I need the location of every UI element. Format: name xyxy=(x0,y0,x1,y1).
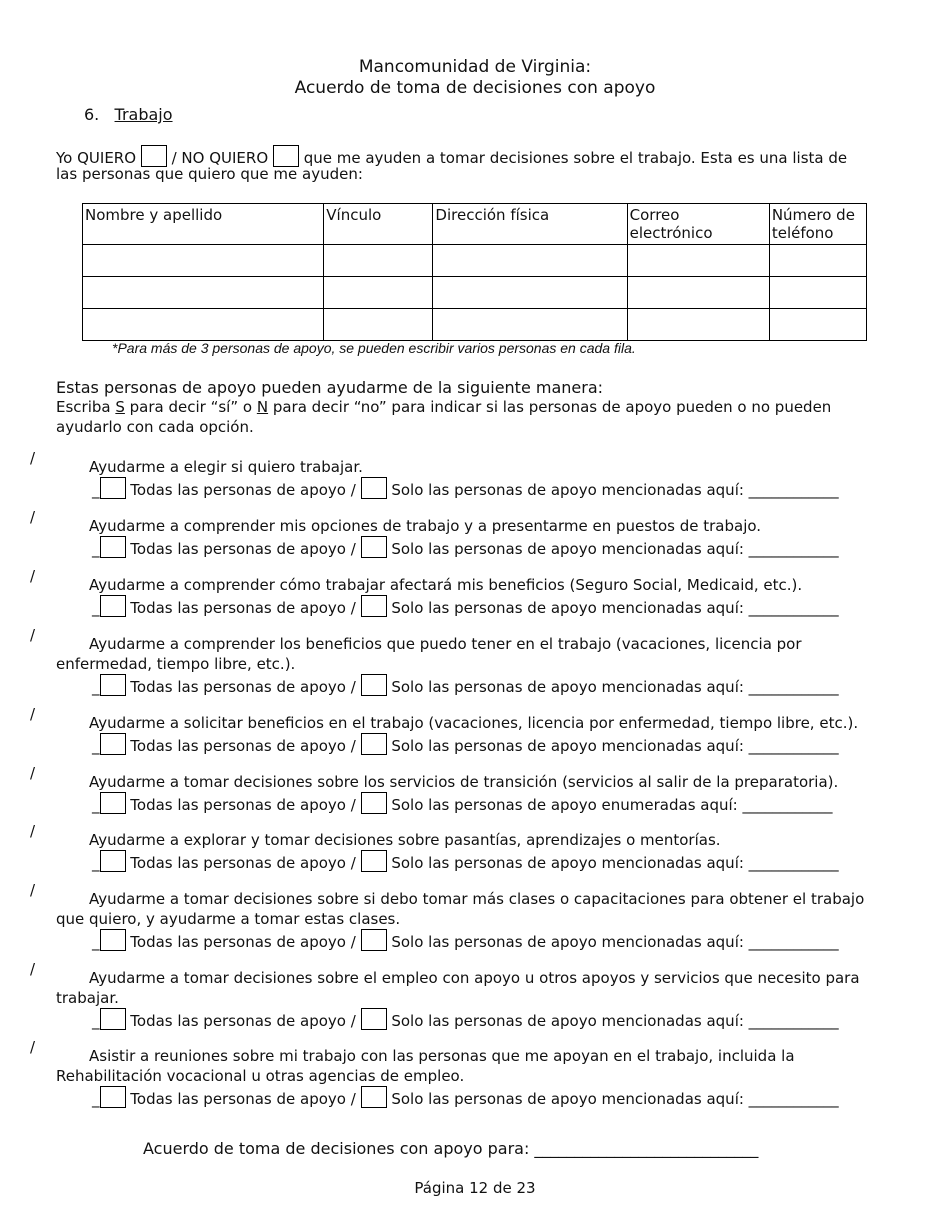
want-label: Yo QUIERO xyxy=(56,149,137,167)
section-heading xyxy=(84,105,173,124)
table-note xyxy=(112,340,636,356)
not-want-label: / NO QUIERO xyxy=(171,149,269,167)
all-supporters-checkbox[interactable] xyxy=(100,477,126,499)
all-supporters-checkbox[interactable] xyxy=(100,1086,126,1108)
intro-text-line2: las personas que quiero que me ayuden: xyxy=(56,165,363,183)
slash-mark: / xyxy=(30,960,36,978)
supporters-table xyxy=(82,203,867,341)
table-cell[interactable] xyxy=(83,277,324,309)
table-cell[interactable] xyxy=(769,309,866,341)
all-supporters-label: Todas las personas de apoyo / xyxy=(130,1012,356,1030)
all-supporters-checkbox[interactable] xyxy=(100,792,126,814)
all-supporters-checkbox[interactable] xyxy=(100,1008,126,1030)
col-header-address: Dirección física xyxy=(433,204,627,245)
all-supporters-checkbox[interactable] xyxy=(100,536,126,558)
table-cell[interactable] xyxy=(627,245,769,277)
only-listed-label: Solo las personas de apoyo mencionadas aquí: ____________ xyxy=(391,1090,839,1108)
only-listed-checkbox[interactable] xyxy=(361,674,387,696)
only-listed-checkbox[interactable] xyxy=(361,1008,387,1030)
help-item-text: Ayudarme a comprender los beneficios que puedo tener en el trabajo (vacaciones, licencia por enfermedad, tiempo libre, etc.). xyxy=(56,635,802,673)
help-item-text: Ayudarme a tomar decisiones sobre los servicios de transición (servicios al salir de la preparatoria). xyxy=(89,773,839,791)
how-heading: Estas personas de apoyo pueden ayudarme de la siguiente manera: xyxy=(56,378,604,397)
slash-mark: / xyxy=(30,1038,36,1056)
instr-post: para decir “no” para indicar si las personas de apoyo pueden o no pueden xyxy=(268,398,832,416)
all-supporters-checkbox[interactable] xyxy=(100,929,126,951)
slash-mark: / xyxy=(30,508,36,526)
help-item-options: _ Todas las personas de apoyo / Solo las personas de apoyo mencionadas aquí: ____________ xyxy=(92,536,839,558)
table-header-row xyxy=(83,204,867,245)
table-cell[interactable] xyxy=(433,309,627,341)
only-listed-label: Solo las personas de apoyo mencionadas aquí: ____________ xyxy=(391,854,839,872)
slash-mark: / xyxy=(30,764,36,782)
help-item-options: _ Todas las personas de apoyo / Solo las personas de apoyo mencionadas aquí: ____________ xyxy=(92,595,839,617)
only-listed-label: Solo las personas de apoyo enumeradas aquí: ____________ xyxy=(391,796,833,814)
table-row xyxy=(83,309,867,341)
page-number: Página 12 de 23 xyxy=(414,1179,536,1197)
help-item-options: _ Todas las personas de apoyo / Solo las personas de apoyo mencionadas aquí: ____________ xyxy=(92,929,839,951)
footer-agreement-line: Acuerdo de toma de decisiones con apoyo para: ____________________________ xyxy=(143,1139,759,1158)
col-header-relationship: Vínculo xyxy=(324,204,433,245)
want-line xyxy=(56,145,847,167)
help-item-text: Ayudarme a comprender mis opciones de trabajo y a presentarme en puestos de trabajo. xyxy=(89,517,762,535)
table-row xyxy=(83,245,867,277)
help-item-options: _ Todas las personas de apoyo / Solo las personas de apoyo mencionadas aquí: ____________ xyxy=(92,733,839,755)
note-text: Para más de 3 personas de apoyo, se pueden escribir varios personas en cada fila. xyxy=(117,340,636,356)
help-item-text: Ayudarme a tomar decisiones sobre si debo tomar más clases o capacitaciones para obtener el trabajo que quiero, y ayudarme a tomar estas clases. xyxy=(56,890,865,928)
all-supporters-label: Todas las personas de apoyo / xyxy=(130,796,356,814)
table-cell[interactable] xyxy=(627,277,769,309)
only-listed-checkbox[interactable] xyxy=(361,733,387,755)
all-supporters-checkbox[interactable] xyxy=(100,595,126,617)
all-supporters-checkbox[interactable] xyxy=(100,850,126,872)
help-item-text: Ayudarme a solicitar beneficios en el trabajo (vacaciones, licencia por enfermedad, tiempo libre, etc.). xyxy=(89,714,859,732)
table-cell[interactable] xyxy=(83,245,324,277)
table-cell[interactable] xyxy=(324,277,433,309)
only-listed-checkbox[interactable] xyxy=(361,850,387,872)
help-item-text: Ayudarme a comprender cómo trabajar afectará mis beneficios (Seguro Social, Medicaid, etc.). xyxy=(89,576,803,594)
header-title: Mancomunidad de Virginia: xyxy=(358,57,592,77)
instr-s: S xyxy=(115,398,125,416)
only-listed-checkbox[interactable] xyxy=(361,595,387,617)
only-listed-checkbox[interactable] xyxy=(361,536,387,558)
help-item-options: _ Todas las personas de apoyo / Solo las personas de apoyo enumeradas aquí: ____________ xyxy=(92,792,832,814)
slash-mark: / xyxy=(30,881,36,899)
all-supporters-label: Todas las personas de apoyo / xyxy=(130,678,356,696)
not-want-checkbox[interactable] xyxy=(273,145,299,167)
slash-mark: / xyxy=(30,626,36,644)
only-listed-checkbox[interactable] xyxy=(361,929,387,951)
help-item-text: Ayudarme a tomar decisiones sobre el empleo con apoyo u otros apoyos y servicios que necesito para trabajar. xyxy=(56,969,860,1007)
slash-mark: / xyxy=(30,822,36,840)
help-item-text: Asistir a reuniones sobre mi trabajo con las personas que me apoyan en el trabajo, incluida la Rehabilitación vocacional u otras agencias de empleo. xyxy=(56,1047,795,1085)
table-cell[interactable] xyxy=(433,245,627,277)
all-supporters-checkbox[interactable] xyxy=(100,733,126,755)
table-cell[interactable] xyxy=(627,309,769,341)
col-header-email: Correo electrónico xyxy=(627,204,769,245)
how-instructions xyxy=(56,398,831,416)
want-checkbox[interactable] xyxy=(141,145,167,167)
help-item-options: _ Todas las personas de apoyo / Solo las personas de apoyo mencionadas aquí: ____________ xyxy=(92,1008,839,1030)
section-title: Trabajo xyxy=(114,105,173,124)
instr-n: N xyxy=(256,398,269,416)
only-listed-label: Solo las personas de apoyo mencionadas aquí: ____________ xyxy=(391,481,839,499)
table-cell[interactable] xyxy=(433,277,627,309)
help-item-text: Ayudarme a explorar y tomar decisiones sobre pasantías, aprendizajes o mentorías. xyxy=(89,831,721,849)
instr-mid: para decir “sí” o xyxy=(124,398,257,416)
table-cell[interactable] xyxy=(324,245,433,277)
table-cell[interactable] xyxy=(83,309,324,341)
how-instructions-line2: ayudarlo con cada opción. xyxy=(56,418,254,436)
only-listed-label: Solo las personas de apoyo mencionadas aquí: ____________ xyxy=(391,933,839,951)
help-item-text: Ayudarme a elegir si quiero trabajar. xyxy=(89,458,363,476)
table-row xyxy=(83,277,867,309)
all-supporters-label: Todas las personas de apoyo / xyxy=(130,737,356,755)
note-asterisk: * xyxy=(112,340,118,356)
slash-mark: / xyxy=(30,567,36,585)
all-supporters-label: Todas las personas de apoyo / xyxy=(130,854,356,872)
slash-mark: / xyxy=(30,449,36,467)
table-cell[interactable] xyxy=(769,245,866,277)
only-listed-checkbox[interactable] xyxy=(361,1086,387,1108)
section-number: 6. xyxy=(84,105,100,124)
only-listed-label: Solo las personas de apoyo mencionadas aquí: ____________ xyxy=(391,540,839,558)
slash-mark: / xyxy=(30,705,36,723)
help-item-options: _ Todas las personas de apoyo / Solo las personas de apoyo mencionadas aquí: ____________ xyxy=(92,1086,839,1108)
table-cell[interactable] xyxy=(769,277,866,309)
all-supporters-label: Todas las personas de apoyo / xyxy=(130,599,356,617)
header-subtitle: Acuerdo de toma de decisiones con apoyo xyxy=(294,78,656,98)
only-listed-label: Solo las personas de apoyo mencionadas aquí: ____________ xyxy=(391,678,839,696)
col-header-name: Nombre y apellido xyxy=(83,204,324,245)
all-supporters-label: Todas las personas de apoyo / xyxy=(130,1090,356,1108)
only-listed-checkbox[interactable] xyxy=(361,792,387,814)
instr-pre: Escriba xyxy=(56,398,116,416)
only-listed-label: Solo las personas de apoyo mencionadas aquí: ____________ xyxy=(391,1012,839,1030)
help-item-options: _ Todas las personas de apoyo / Solo las personas de apoyo mencionadas aquí: ____________ xyxy=(92,477,839,499)
all-supporters-checkbox[interactable] xyxy=(100,674,126,696)
help-item-options: _ Todas las personas de apoyo / Solo las personas de apoyo mencionadas aquí: ____________ xyxy=(92,850,839,872)
only-listed-checkbox[interactable] xyxy=(361,477,387,499)
all-supporters-label: Todas las personas de apoyo / xyxy=(130,933,356,951)
all-supporters-label: Todas las personas de apoyo / xyxy=(130,540,356,558)
col-header-phone: Número de teléfono xyxy=(769,204,866,245)
all-supporters-label: Todas las personas de apoyo / xyxy=(130,481,356,499)
table-cell[interactable] xyxy=(324,309,433,341)
intro-text: que me ayuden a tomar decisiones sobre el trabajo. Esta es una lista de xyxy=(303,149,848,167)
only-listed-label: Solo las personas de apoyo mencionadas aquí: ____________ xyxy=(391,737,839,755)
help-item-options: _ Todas las personas de apoyo / Solo las personas de apoyo mencionadas aquí: ____________ xyxy=(92,674,839,696)
only-listed-label: Solo las personas de apoyo mencionadas aquí: ____________ xyxy=(391,599,839,617)
